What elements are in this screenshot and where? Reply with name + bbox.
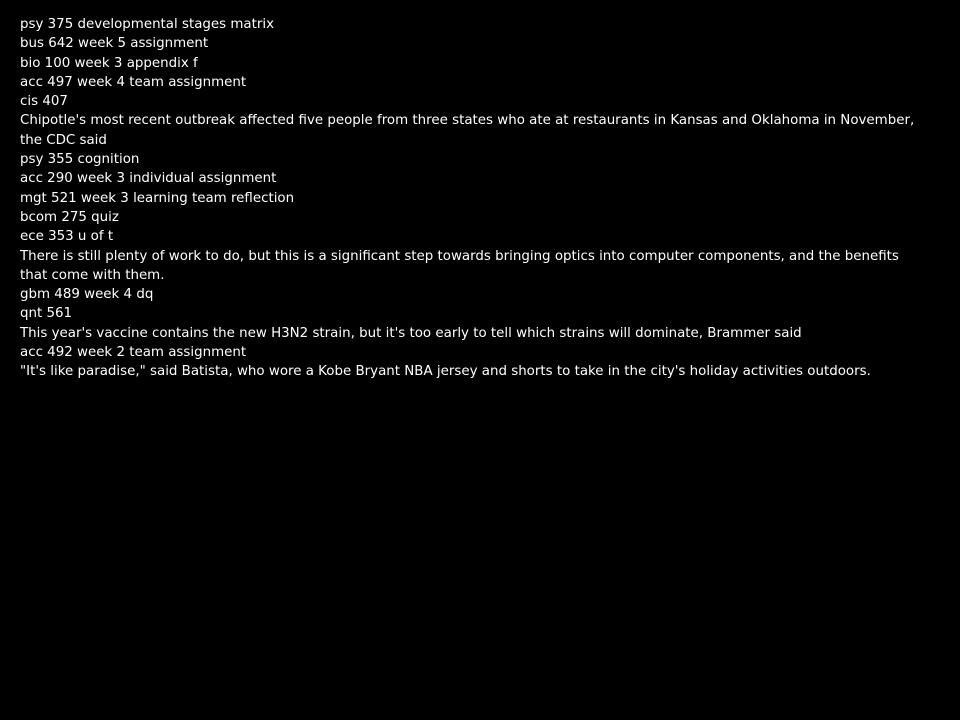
text-list [20, 15, 920, 382]
text-line: acc 497 week 4 team assignment [20, 74, 247, 90]
text-line: bio 100 week 3 appendix f [20, 55, 198, 71]
text-line: psy 355 cognition [20, 152, 140, 168]
text-line: acc 492 week 2 team assignment [20, 345, 247, 361]
text-line: "It's like paradise," said Batista, who wore a Kobe Bryant NBA jersey and shorts to take in the city's holiday activities outdoors. [20, 364, 871, 380]
text-line: gbm 489 week 4 dq [20, 287, 154, 303]
text-line: acc 290 week 3 individual assignment [20, 171, 277, 187]
text-line: There is still plenty of work to do, but this is a significant step towards bringing optics into computer components, and the benefits that come with them. [20, 248, 899, 283]
text-line: qnt 561 [20, 306, 73, 322]
text-line: This year's vaccine contains the new H3N2 strain, but it's too early to tell which strains will dominate, Brammer said [20, 325, 802, 341]
text-line: Chipotle's most recent outbreak affected five people from three states who ate at restaurants in Kansas and Oklahoma in November, the CDC said [20, 113, 915, 148]
text-line: psy 375 developmental stages matrix [20, 17, 275, 32]
text-line: bcom 275 quiz [20, 209, 119, 225]
text-line: cis 407 [20, 94, 68, 110]
text-line: ece 353 u of t [20, 229, 114, 245]
text-line: mgt 521 week 3 learning team reflection [20, 190, 295, 206]
text-line: bus 642 week 5 assignment [20, 36, 209, 52]
